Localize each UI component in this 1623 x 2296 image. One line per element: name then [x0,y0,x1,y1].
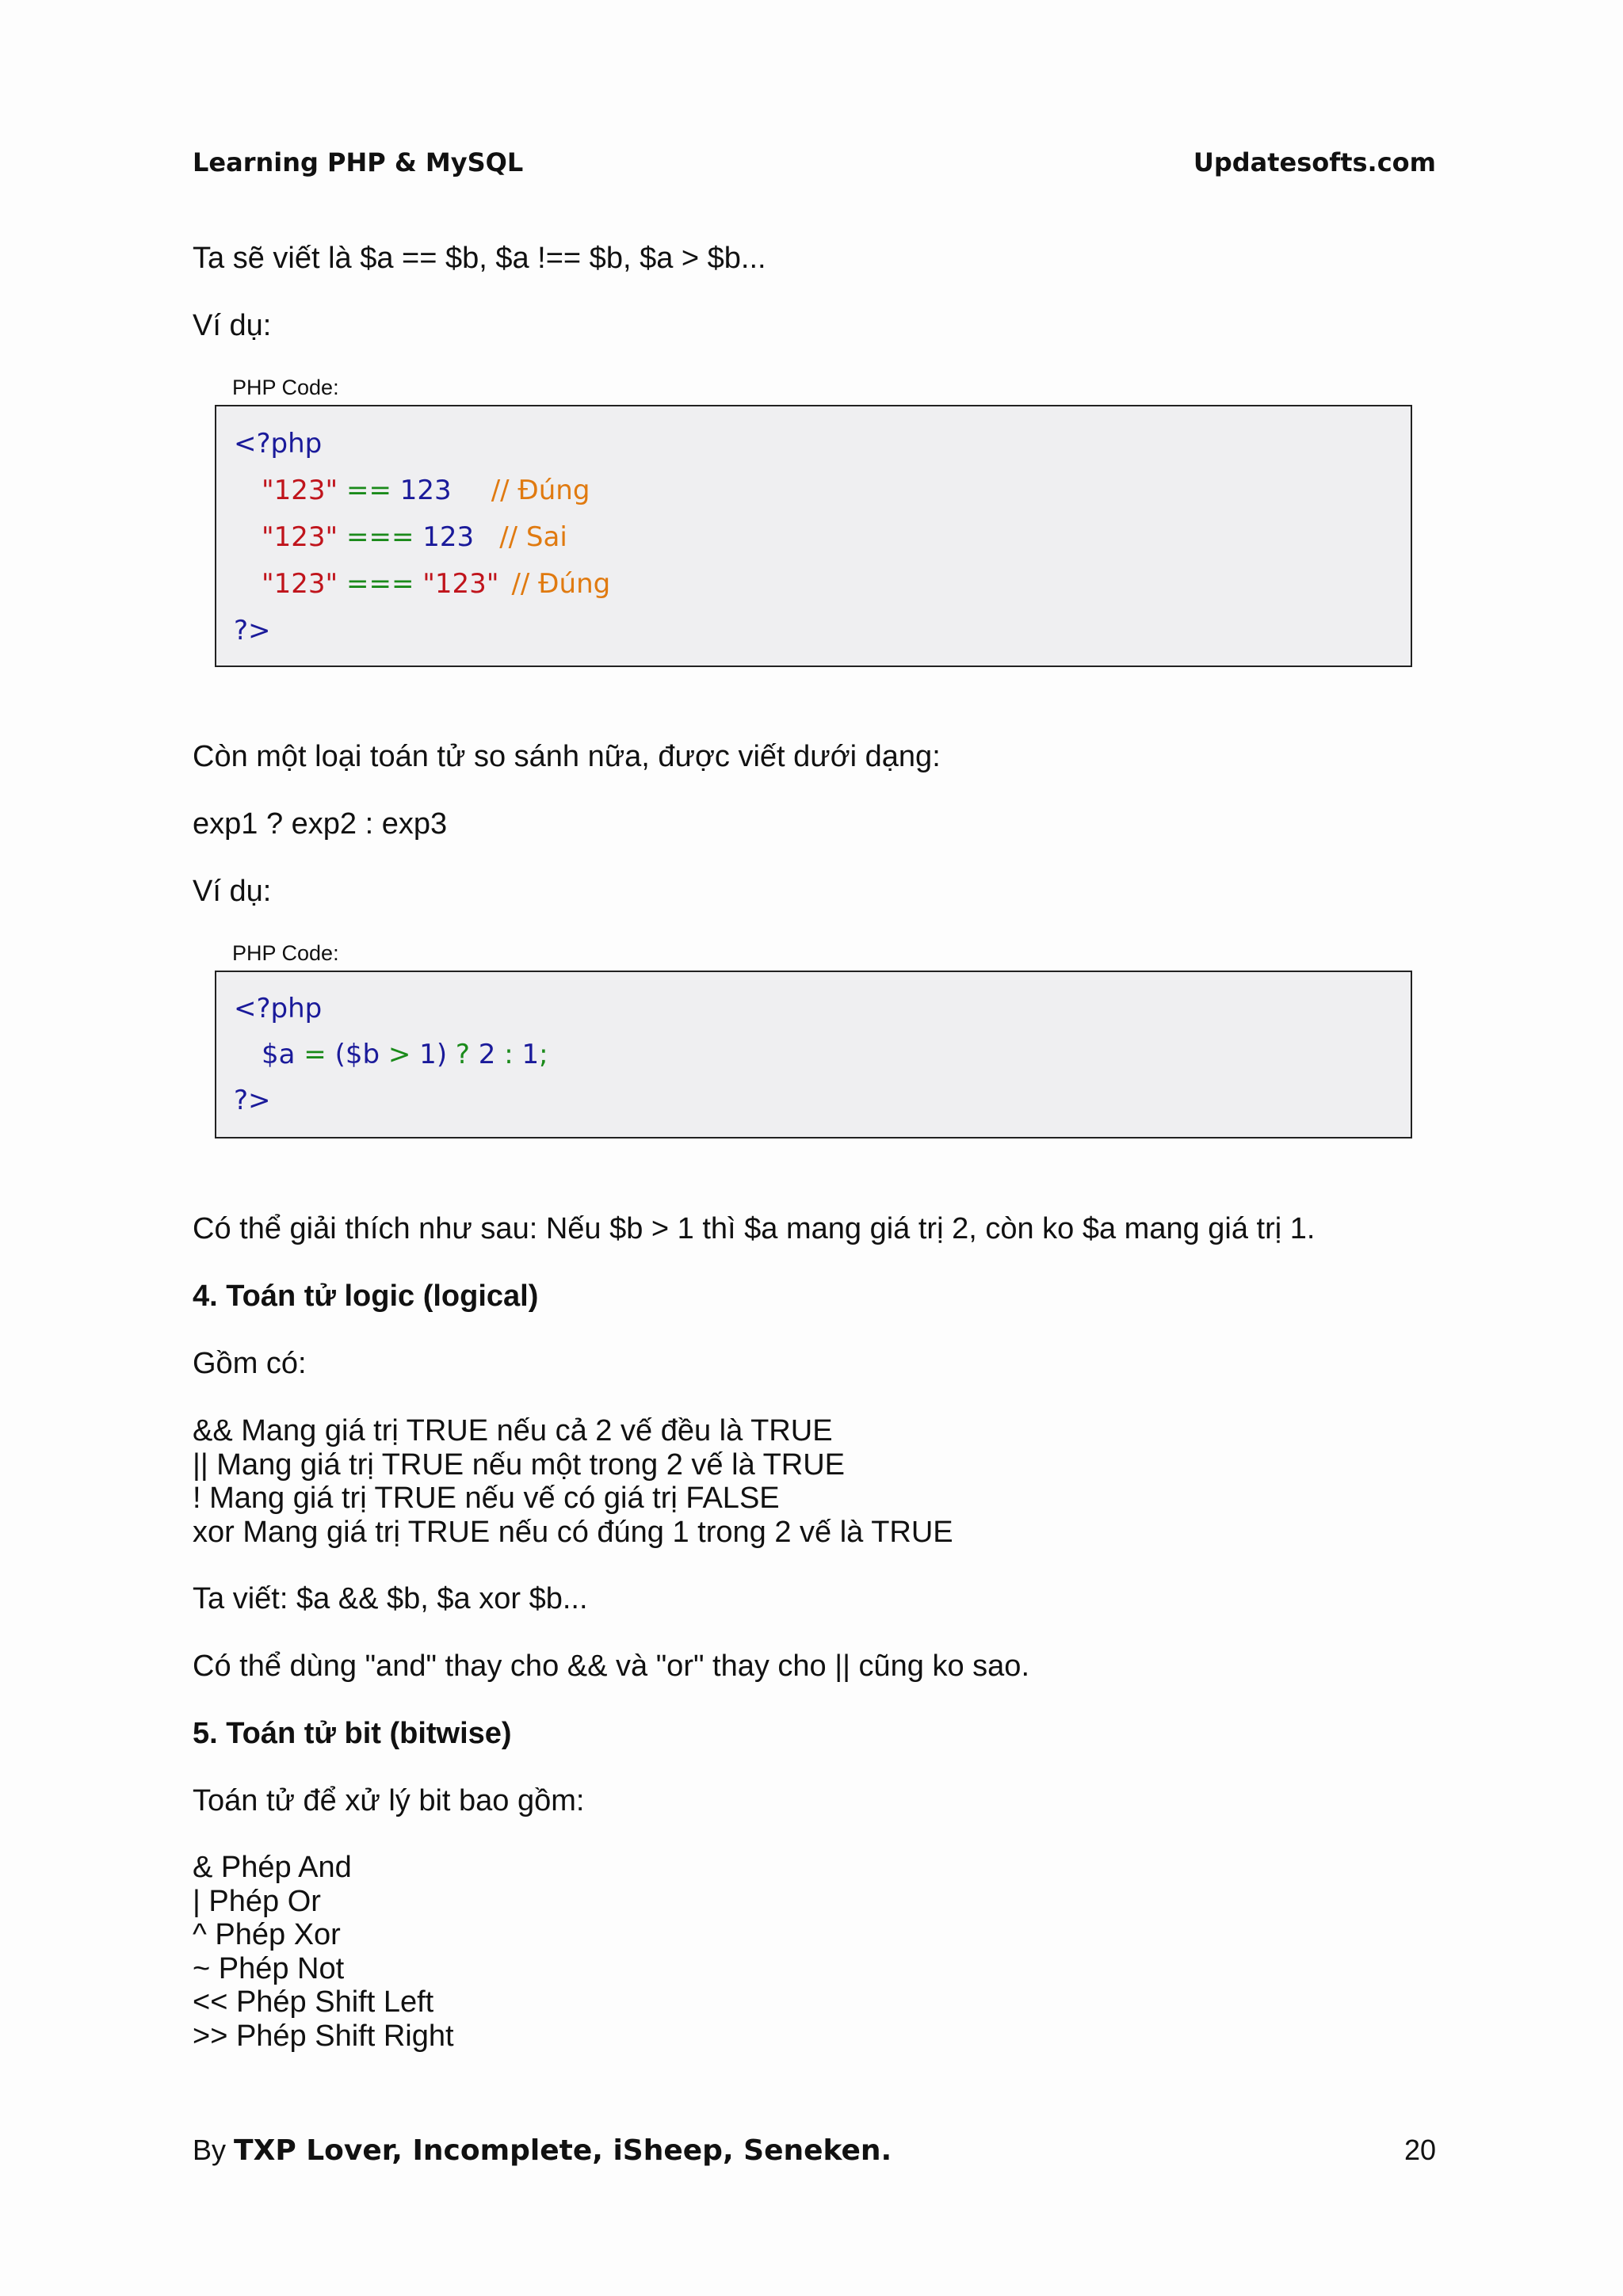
header-site: Updatesofts.com [1193,147,1436,177]
footer-authors: TXP Lover, Incomplete, iSheep, Seneken. [234,2134,892,2167]
paragraph: Có thể dùng "and" thay cho && và "or" thay cho || cũng ko sao. [193,1650,1030,1683]
code-line: "123" === 123 // Sai [262,521,567,553]
code-caption: PHP Code: [232,376,339,399]
php-close-tag: ?> [234,615,271,646]
list-item: << Phép Shift Left [193,1985,434,2019]
code-block [215,971,1412,1138]
code-line: $a = ($b > 1) ? 2 : 1; [262,1039,548,1070]
paragraph: Toán tử để xử lý bit bao gồm: [193,1784,585,1817]
list-item: ^ Phép Xor [193,1918,341,1951]
header-title: Learning PHP & MySQL [193,147,524,177]
paragraph: Ví dụ: [193,309,272,342]
paragraph: Ta sẽ viết là $a == $b, $a !== $b, $a > $b... [193,242,766,275]
list-item: || Mang giá trị TRUE nếu một trong 2 vế là TRUE [193,1447,846,1482]
page-footer [193,2134,1436,2167]
code-caption: PHP Code: [232,941,339,965]
list-item: && Mang giá trị TRUE nếu cả 2 vế đều là TRUE [193,1414,833,1447]
list-item: ~ Phép Not [193,1951,345,1985]
paragraph: exp1 ? exp2 : exp3 [193,807,448,841]
code-line: "123" === "123" // Đúng [262,568,611,600]
section-heading: 4. Toán tử logic (logical) [193,1280,539,1313]
list-item: | Phép Or [193,1884,321,1918]
logic-operator-list [193,1414,953,1549]
paragraph: Có thể giải thích như sau: Nếu $b > 1 thì $a mang giá trị 2, còn ko $a mang giá trị 1. [193,1212,1316,1245]
paragraph: Ta viết: $a && $b, $a xor $b... [193,1582,588,1615]
page-header [193,147,1436,177]
list-item: & Phép And [193,1851,352,1884]
php-close-tag: ?> [234,1085,271,1116]
page-number: 20 [1403,2134,1436,2166]
paragraph: Ví dụ: [193,875,272,908]
list-item: ! Mang giá trị TRUE nếu vế có giá trị FALSE [193,1482,780,1515]
list-item: >> Phép Shift Right [193,2019,454,2053]
list-item: xor Mang giá trị TRUE nếu có đúng 1 trong 2 vế là TRUE [193,1515,953,1549]
footer-credits: By TXP Lover, Incomplete, iSheep, Seneken. [193,2134,892,2167]
bit-operator-list [193,1851,454,2053]
paragraph: Còn một loại toán tử so sánh nữa, được viết dưới dạng: [193,740,941,773]
section-heading: 5. Toán tử bit (bitwise) [193,1717,512,1750]
code-line: "123" == 123 // Đúng [262,475,590,506]
php-open-tag: <?php [234,428,323,460]
php-open-tag: <?php [234,993,323,1024]
paragraph: Gồm có: [193,1347,307,1380]
code-block [215,405,1412,667]
